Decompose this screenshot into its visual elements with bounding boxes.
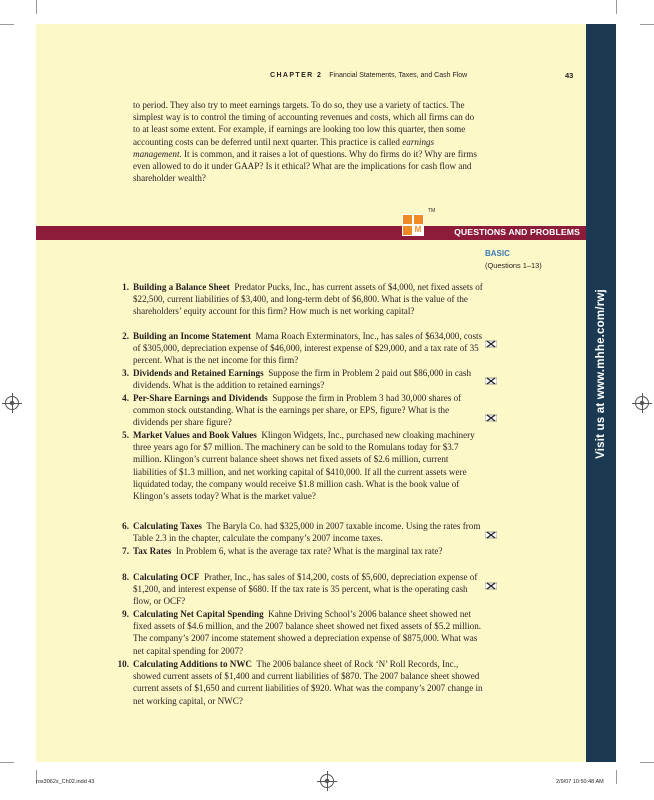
question-item	[117, 658, 483, 707]
excel-icon	[485, 582, 497, 590]
registration-mark-right-icon	[635, 396, 649, 410]
question-title: Calculating Net Capital Spending	[133, 609, 264, 619]
question-title: Dividends and Retained Earnings	[133, 368, 264, 378]
excel-icon	[485, 340, 497, 348]
question-number: 6.	[122, 521, 129, 531]
intro-text-end: It is common, and it raises a lot of questions. Why do firms do it? Why are firms even allowed to do it under GAAP? Is it ethical? What are the implications for cash flow and shareholder wealth?	[133, 148, 477, 184]
question-item	[122, 330, 483, 367]
footer-date: 2/9/07 10:50:48 AM	[556, 779, 604, 785]
question-item	[122, 429, 483, 502]
question-body: Predator Pucks, Inc., has current assets of $4,000, net fixed assets of $22,500, current liabilities of $3,400, and long-term debt of $6,800. What is the value of the shareholders’ equity account for this firm? How much is net working capital?	[133, 282, 483, 317]
registration-mark-bottom-icon	[320, 774, 334, 788]
question-body: Suppose the firm in Problem 3 had 30,000 shares of common stock outstanding. What is the earnings per share, or EPS, figure? What is the dividends per share figure?	[133, 393, 462, 428]
intro-paragraph	[133, 99, 478, 184]
registration-mark-left-icon	[5, 396, 19, 410]
question-number: 5.	[122, 430, 129, 440]
section-title: QUESTIONS AND PROBLEMS	[454, 227, 580, 237]
question-item	[122, 608, 483, 657]
question-number: 4.	[122, 393, 129, 403]
page-number: 43	[565, 71, 574, 80]
chapter-label: CHAPTER 2	[270, 72, 323, 79]
running-head	[270, 72, 467, 79]
question-title: Building an Income Statement	[133, 331, 251, 341]
question-body: Prather, Inc., has sales of $14,200, costs of $5,600, depreciation expense of $1,200, and interest expense of $680. If the tax rate is 35 percent, what is the operating cash flow, or OCF?	[133, 572, 478, 607]
question-body: Suppose the firm in Problem 2 paid out $86,000 in cash dividends. What is the addition to retained earnings?	[133, 368, 472, 391]
footer-file: ros3062x_Ch02.indd 43	[36, 779, 95, 785]
trademark-symbol: TM	[428, 208, 436, 214]
question-title: Tax Rates	[133, 546, 172, 556]
question-number: 8.	[122, 572, 129, 582]
section-band	[36, 226, 586, 240]
question-item	[122, 281, 483, 318]
question-number: 7.	[122, 546, 129, 556]
sidebar-strip	[586, 24, 616, 762]
excel-icon	[485, 531, 497, 539]
question-number: 1.	[122, 282, 129, 292]
question-body: The Baryla Co. had $325,000 in 2007 taxable income. Using the rates from Table 2.3 in the chapter, calculate the company’s 2007 income taxes.	[133, 521, 481, 544]
question-title: Calculating Additions to NWC	[133, 659, 252, 669]
question-number: 10.	[117, 659, 129, 669]
question-body: Mama Roach Exterminators, Inc., has sales of $634,000, costs of $305,000, depreciation expense of $46,000, interest expense of $29,000, and a tax rate of 35 percent. What is the net income for this firm?	[133, 331, 483, 366]
excel-icon	[485, 377, 497, 385]
mhhe-logo-icon	[402, 214, 424, 236]
question-item	[122, 392, 483, 429]
level-range: (Questions 1–13)	[485, 261, 542, 270]
question-title: Market Values and Book Values	[133, 430, 257, 440]
question-body: In Problem 6, what is the average tax rate? What is the marginal tax rate?	[175, 546, 443, 556]
sidebar-url-text: Visit us at www.mhhe.com/rwj	[595, 289, 607, 459]
question-number: 3.	[122, 368, 129, 378]
intro-text-start: to period. They also try to meet earnings targets. To do so, they use a variety of tactics. The simplest way is to control the timing of accounting revenues and costs, which all firms can do to at least some extent. For example, if earnings are looking too low this quarter, then some accounting costs can be deferred until next quarter. This practice is called	[133, 100, 475, 147]
chapter-title: Financial Statements, Taxes, and Cash Flow	[329, 72, 468, 79]
question-title: Building a Balance Sheet	[133, 282, 230, 292]
question-body: The 2006 balance sheet of Rock ‘N’ Roll Records, Inc., showed current assets of $1,400 and current liabilities of $870. The 2007 balance sheet showed current assets of $1,650 and current liabilities of $920. What was the company’s 2007 change in net working capital, or NWC?	[133, 659, 483, 706]
question-body: Klingon Widgets, Inc., purchased new cloaking machinery three years ago for $7 million. The machinery can be sold to the Romulans today for $3.7 million. Klingon’s current balance sheet shows net fixed assets of $2.6 million, current liabilities of $1.3 million, and net working capital of $410,000. If all the current assets were liquidated today, the company would receive $1.8 million cash. What is the book value of Klingon’s assets today? What is the market value?	[133, 430, 475, 502]
intro-text-italic: earnings management.	[133, 136, 435, 159]
logo-letter: M	[414, 225, 422, 234]
question-item	[122, 367, 483, 391]
question-item	[122, 545, 483, 557]
question-number: 9.	[122, 609, 129, 619]
question-body: Kahne Driving School’s 2006 balance sheet showed net fixed assets of $4.6 million, and the 2007 balance sheet showed net fixed assets of $5.2 million. The company’s 2007 income statement showed a depreciation expense of $875,000. What was net capital spending for 2007?	[133, 609, 482, 656]
question-number: 2.	[122, 331, 129, 341]
question-title: Calculating OCF	[133, 572, 200, 582]
question-item	[122, 571, 483, 608]
level-label: BASIC	[485, 249, 510, 258]
question-item	[122, 520, 483, 544]
excel-icon	[485, 414, 497, 422]
question-title: Calculating Taxes	[133, 521, 202, 531]
question-title: Per-Share Earnings and Dividends	[133, 393, 268, 403]
